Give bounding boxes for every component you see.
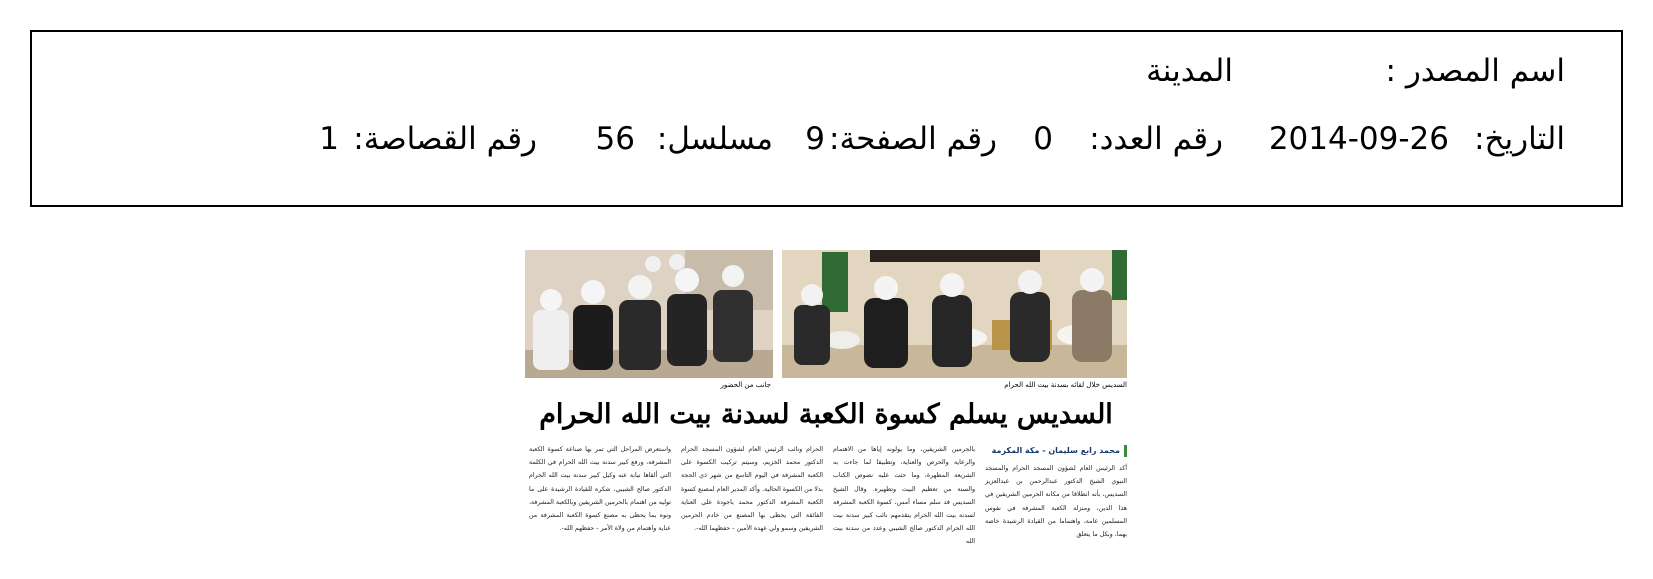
page-label: رقم الصفحة: [829,121,997,157]
article-column-4: واستعرض المراحل التي تمر بها صناعة كسوة الكعبة المشرفة، ورفع كبير سدنة بيت الله الحرام في الكلمة التي ألقاها نيابة عنه وكيل كبير سدنة بيت الله الحرام الدكتور صالح الشيبي، شكره للقيادة الرشيدة على ما توليه من اهتمام بالحرمين الشريفين وبالكعبة المشرفة، ونوه بما يحظى به مصنع كسوة الكعبة المشرفة من عناية واهتمام من ولاة الأمر - حفظهم الله-. [529,446,671,533]
date-label: التاريخ: [1474,121,1565,157]
article-column-2: بالحرمين الشريفين، وما يولونه إياها من الاهتمام والرعاية والحرص والعناية، وتطبيقا لما جاءت به الشريعة المطهرة، وما حثت عليه نصوص الكتاب والسنة من تعظيم البيت وتطهيره. وقال الشيخ السديس قد سلم مساء أمس، كسوة الكعبة المشرفة لسدنة بيت الله الحرام يتقدمهم نائب كبير سدنة بيت الله الحرام الدكتور صالح الشيبي وعدد من سدنة بيت الله [833,446,975,546]
article-headline: السديس يسلم كسوة الكعبة لسدنة بيت الله الحرام [539,399,1113,430]
left-photo-caption: جانب من الحضور [720,381,771,389]
clip-number-label: رقم القصاصة: [353,121,537,157]
serial-value: 56 [595,121,635,157]
source-label: اسم المصدر : [1385,53,1565,89]
page-value: 9 [805,121,825,157]
right-photo-caption: السديس خلال لقائه بسدنة بيت الله الحرام [1004,381,1127,389]
meeting-photo [782,250,1127,378]
article-column-3: الحرام ونائب الرئيس العام لشؤون المسجد الحرام الدكتور محمد الخزيم، وسيتم تركيب الكسوة على الكعبة المشرفة في اليوم التاسع من شهر ذي الحجة بدلا من الكسوة الحالية. وأكد المدير العام لمصنع كسوة الكعبة المشرفة الدكتور محمد باجودة على العناية الفائقة التي يحظى بها المصنع من خادم الحرمين الشريفين وسمو ولي عهده الأمين - حفظهما الله-. [681,446,823,533]
clip-number-value: 1 [319,121,339,157]
issue-value: 0 [1033,121,1053,157]
source-value: المدينة [1146,53,1233,89]
serial-label: مسلسل: [656,121,773,157]
article-column-1: أكد الرئيس العام لشؤون المسجد الحرام والمسجد النبوي الشيخ الدكتور عبدالرحمن بن عبدالعزيز السديس، بأنه انطلاقا من مكانة الحرمين الشريفين في هذا الدين، ومنزلة الكعبة المشرفة في نفوس المسلمين عامة، واهتماما من القيادة الرشيدة خاصة بهما، وبكل ما يتعلق [985,465,1127,539]
article-byline: محمد رابع سليمان - مكة المكرمة [975,445,1127,457]
date-value: 2014-09-26 [1268,121,1449,157]
issue-label: رقم العدد: [1089,121,1223,157]
attendees-photo [525,250,773,378]
newspaper-clipping [525,250,1127,546]
clipping-header-box [30,30,1623,207]
